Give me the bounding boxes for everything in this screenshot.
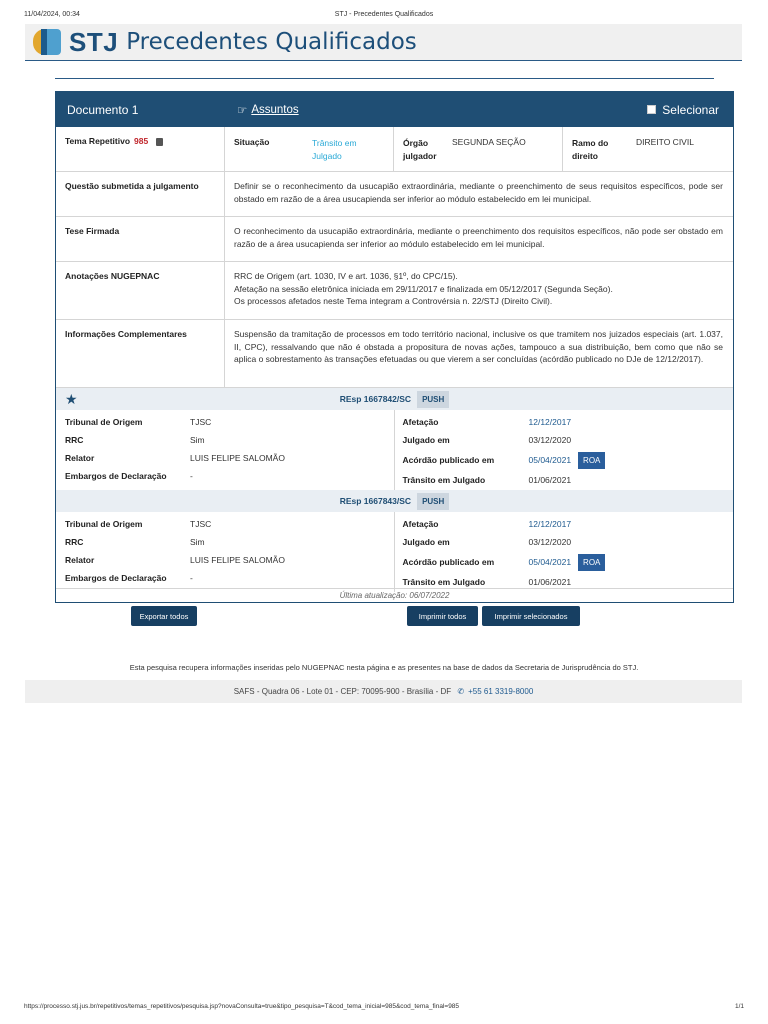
embargos-label: Embargos de Declaração	[65, 573, 167, 583]
situacao-label: Situação	[234, 137, 270, 147]
tema-cell	[56, 127, 225, 171]
transito-value: 01/06/2021	[528, 577, 572, 587]
embargos-label: Embargos de Declaração	[65, 471, 167, 481]
tese-label: Tese Firmada	[56, 217, 225, 261]
transito-label: Trânsito em Julgado	[402, 475, 486, 485]
questao-value: Definir se o reconhecimento da usucapião extraordinária, mediante o preenchimento de seus requisitos específicos, pode ser obstado em razão de a área usucapienda ser inferior ao módulo estabelecido em lei municipal.	[234, 181, 723, 204]
info-text: Esta pesquisa recupera informações inseridas pelo NUGEPNAC nesta página e as presentes na base de dados da Secretaria de Jurisprudência do STJ.	[129, 663, 639, 672]
transito-value: 01/06/2021	[528, 475, 572, 485]
hand-pointer-icon: ☞	[237, 104, 248, 117]
rrc-label: RRC	[65, 435, 84, 445]
document-title: Documento 1	[67, 102, 139, 117]
push-button[interactable]: PUSH	[417, 391, 449, 408]
tema-number: 985	[134, 136, 149, 146]
relator-label: Relator	[65, 453, 95, 463]
process-header	[56, 490, 733, 512]
print-all-button[interactable]: Imprimir todos	[407, 606, 478, 626]
user-icon[interactable]	[156, 138, 163, 146]
relator-value: LUIS FELIPE SALOMÃO	[190, 555, 285, 565]
rrc-label: RRC	[65, 537, 84, 547]
select-checkbox[interactable]	[647, 105, 656, 114]
acordao-link[interactable]: 05/04/2021	[528, 455, 572, 465]
embargos-value: -	[190, 573, 193, 583]
situacao-value: Trânsito em Julgado	[312, 138, 357, 161]
afetacao-label: Afetação	[402, 519, 439, 529]
orgao-value: SEGUNDA SEÇÃO	[452, 137, 526, 147]
print-selected-button[interactable]: Imprimir selecionados	[482, 606, 580, 626]
tribunal-value: TJSC	[190, 417, 212, 427]
julgado-label: Julgado em	[402, 537, 450, 547]
tribunal-value: TJSC	[190, 519, 212, 529]
footer-phone[interactable]: +55 61 3319-8000	[468, 687, 534, 696]
tese-row	[56, 217, 733, 262]
process-header	[56, 388, 733, 410]
ramo-label: Ramo do direito	[572, 138, 609, 161]
tribunal-label: Tribunal de Origem	[65, 417, 143, 427]
julgado-value: 03/12/2020	[528, 435, 572, 445]
process-name[interactable]: REsp 1667843/SC	[339, 496, 412, 506]
site-title[interactable]: Precedentes Qualificados	[126, 29, 417, 55]
select-control[interactable]	[647, 103, 719, 117]
tribunal-label: Tribunal de Origem	[65, 519, 143, 529]
relator-label: Relator	[65, 555, 95, 565]
acordao-link[interactable]: 05/04/2021	[528, 557, 572, 567]
push-button[interactable]: PUSH	[417, 493, 449, 510]
julgado-label: Julgado em	[402, 435, 450, 445]
anotacoes-label: Anotações NUGEPNAC	[56, 262, 225, 319]
last-update: Última atualização: 06/07/2022	[56, 588, 733, 600]
assuntos-link[interactable]	[237, 103, 299, 117]
anotacoes-value	[225, 262, 733, 319]
select-label: Selecionar	[662, 102, 719, 117]
anotacoes-line: Os processos afetados neste Tema integram a Controvérsia n. 22/STJ (Direito Civil).	[234, 296, 553, 306]
print-page-number: 1/1	[734, 1003, 744, 1010]
footer-address: SAFS - Quadra 06 - Lote 01 - CEP: 70095-900 - Brasília - DF	[233, 687, 452, 696]
site-banner	[25, 24, 742, 60]
print-page-title: STJ - Precedentes Qualificados	[334, 11, 434, 18]
print-footer	[24, 1003, 744, 1010]
print-header	[24, 11, 744, 18]
assuntos-label[interactable]: Assuntos	[251, 103, 299, 116]
print-datetime: 11/04/2024, 00:34	[24, 11, 80, 18]
info-value: Suspensão da tramitação de processos em todo território nacional, inclusive os que tramitem nos juizados especiais (art. 1.037, II, CPC), ressalvando que não é obstada a propositura de novas ações, tampouco a sua distribuição, bem como que não se aplica o sobrestamento às transações efetuadas ou que vierem a ser concluídas (acórdão publicado no DJe de 12/12/2017).	[234, 329, 723, 364]
content-divider	[55, 78, 714, 79]
roa-button[interactable]: ROA	[578, 452, 605, 469]
acordao-label: Acórdão publicado em	[402, 455, 495, 465]
stj-logo[interactable]	[33, 27, 67, 57]
embargos-value: -	[190, 471, 193, 481]
ramo-value: DIREITO CIVIL	[636, 137, 694, 147]
process-name[interactable]: REsp 1667842/SC	[339, 394, 412, 404]
site-footer	[25, 680, 742, 703]
orgao-cell	[394, 127, 563, 171]
afetacao-link[interactable]: 12/12/2017	[528, 417, 572, 427]
tema-label: Tema Repetitivo	[65, 136, 131, 146]
anotacoes-line: Afetação na sessão eletrônica iniciada em 29/11/2017 e finalizada em 05/12/2017 (Segunda Seção).	[234, 283, 613, 294]
document-card	[55, 91, 734, 603]
questao-row	[56, 172, 733, 217]
tese-value: O reconhecimento da usucapião extraordinária, mediante o preenchimento dos requisitos específicos, não pode ser obstado em razão de a área usucapienda ser inferior ao módulo estabelecido em lei municipal.	[234, 226, 723, 249]
print-url: https://processo.stj.jus.br/repetitivos/temas_repetitivos/pesquisa.jsp?novaConsulta=true&tipo_pesquisa=T&cod_tema_inicial=985&cod_tema_final=985	[24, 1003, 460, 1010]
acordao-label: Acórdão publicado em	[402, 557, 495, 567]
situacao-cell	[225, 127, 394, 171]
export-all-button[interactable]: Exportar todos	[131, 606, 197, 626]
relator-value: LUIS FELIPE SALOMÃO	[190, 453, 285, 463]
info-row	[56, 320, 733, 388]
questao-label: Questão submetida a julgamento	[56, 172, 225, 216]
ramo-cell	[563, 127, 733, 171]
anotacoes-row	[56, 262, 733, 320]
julgado-value: 03/12/2020	[528, 537, 572, 547]
document-header	[56, 92, 733, 127]
summary-row	[56, 127, 733, 172]
anotacoes-line: RRC de Origem (art. 1030, IV e art. 1036, §1º, do CPC/15).	[234, 271, 458, 281]
star-icon[interactable]: ★	[65, 391, 78, 407]
transito-label: Trânsito em Julgado	[402, 577, 486, 587]
afetacao-label: Afetação	[402, 417, 439, 427]
process-details	[56, 410, 733, 490]
info-label: Informações Complementares	[56, 320, 225, 387]
phone-icon: ✆	[455, 687, 465, 696]
banner-divider	[25, 60, 742, 61]
roa-button[interactable]: ROA	[578, 554, 605, 571]
rrc-value: Sim	[190, 435, 205, 445]
rrc-value: Sim	[190, 537, 205, 547]
brand-name[interactable]: STJ	[69, 26, 119, 57]
afetacao-link[interactable]: 12/12/2017	[528, 519, 572, 529]
process-details	[56, 512, 733, 592]
orgao-label: Órgão julgador	[403, 138, 437, 161]
